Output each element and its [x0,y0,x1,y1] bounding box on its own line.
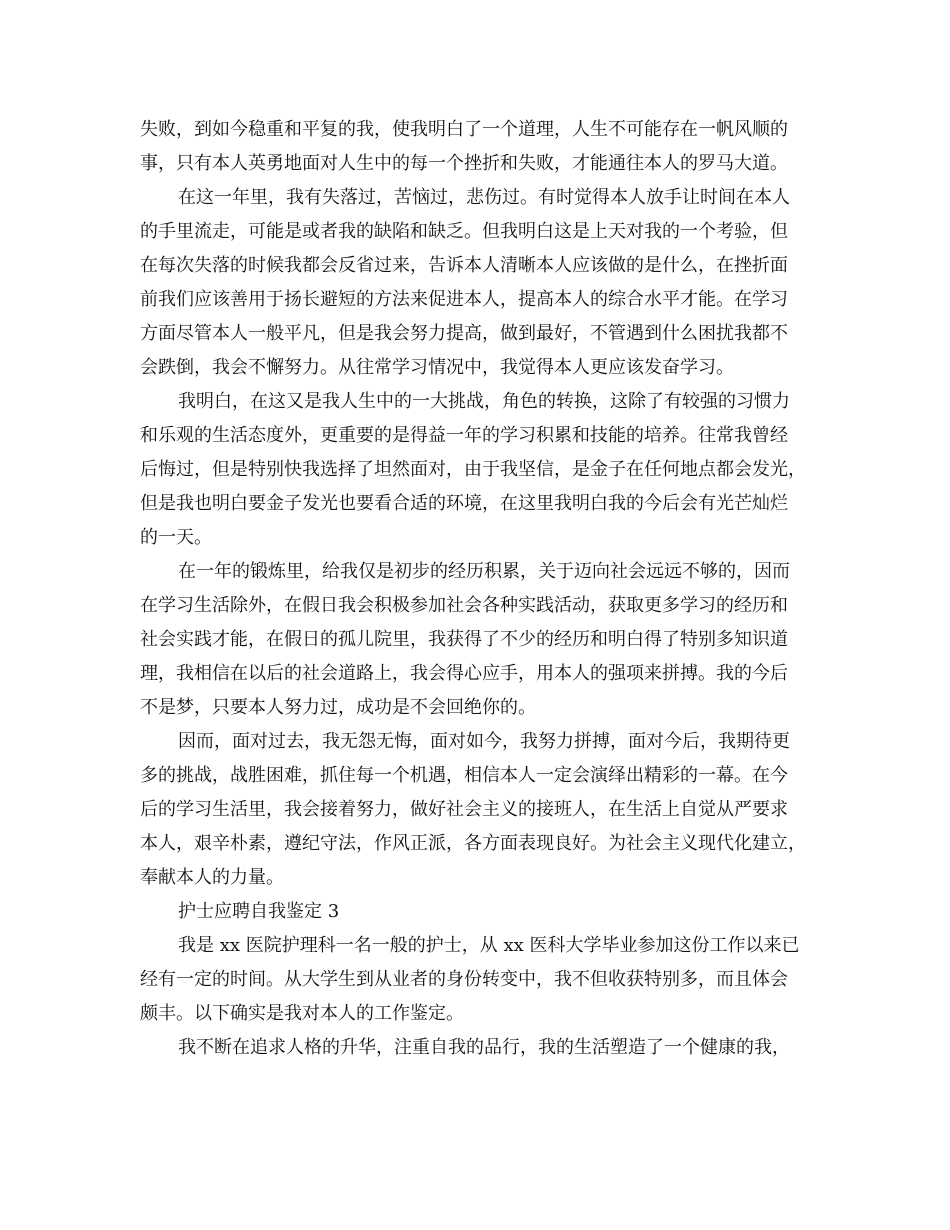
paragraph-line: 和乐观的生活态度外，更重要的是得益一年的学习积累和技能的培养。往常我曾经 [140,425,788,446]
paragraph-line: 经有一定的时间。从大学生到从业者的身份转变中，我不但收获特别多，而且体会 [140,969,788,990]
paragraph-line: 方面尽管本人一般平凡，但是我会努力提高，做到最好，不管遇到什么困扰我都不 [140,323,788,344]
paragraph-first-line: 在这一年里，我有失落过，苦恼过，悲伤过。有时觉得本人放手让时间在本人 [178,187,790,208]
paragraph-line: 的一天。 [140,527,212,548]
paragraph-line: 后悔过，但是特别快我选择了坦然面对，由于我坚信，是金子在任何地点都会发光， [140,459,806,480]
paragraph-first-line: 我不断在追求人格的升华，注重自我的品行，我的生活塑造了一个健康的我， [178,1037,790,1058]
paragraph-line: 在每次失落的时候我都会反省过来，告诉本人清晰本人应该做的是什么，在挫折面 [140,255,788,276]
paragraph-first-line: 我明白，在这又是我人生中的一大挑战，角色的转换，这除了有较强的习惯力 [178,391,790,412]
paragraph-first-line: 因而，面对过去，我无怨无悔，面对如今，我努力拼搏，面对今后，我期待更 [178,731,790,752]
paragraph-line: 的手里流走，可能是或者我的缺陷和缺乏。但我明白这是上天对我的一个考验，但 [140,221,788,242]
paragraph-line: 事，只有本人英勇地面对人生中的每一个挫折和失败，才能通往本人的罗马大道。 [140,153,788,174]
paragraph-line: 前我们应该善用于扬长避短的方法来促进本人，提高本人的综合水平才能。在学习 [140,289,788,310]
paragraph-line: 社会实践才能，在假日的孤儿院里，我获得了不少的经历和明白得了特别多知识道 [140,629,788,650]
paragraph-line: 后的学习生活里，我会接着努力，做好社会主义的接班人，在生活上自觉从严要求 [140,799,788,820]
paragraph-line: 理，我相信在以后的社会道路上，我会得心应手，用本人的强项来拼搏。我的今后 [140,663,788,684]
paragraph-first-line: 护士应聘自我鉴定 3 [178,901,340,922]
document-body [140,113,814,1065]
paragraph-line: 颇丰。以下确实是我对本人的工作鉴定。 [140,1003,464,1024]
paragraph-line: 多的挑战，战胜困难，抓住每一个机遇，相信本人一定会演绎出精彩的一幕。在今 [140,765,788,786]
paragraph-line: 在学习生活除外，在假日我会积极参加社会各种实践活动，获取更多学习的经历和 [140,595,788,616]
paragraph-line: 会跌倒，我会不懈努力。从往常学习情况中，我觉得本人更应该发奋学习。 [140,357,734,378]
paragraph-line: 但是我也明白要金子发光也要看合适的环境，在这里我明白我的今后会有光芒灿烂 [140,493,788,514]
paragraph-line: 奉献本人的力量。 [140,867,284,888]
paragraph-line: 本人，艰辛朴素，遵纪守法，作风正派，各方面表现良好。为社会主义现代化建立， [140,833,806,854]
paragraph-first-line: 在一年的锻炼里，给我仅是初步的经历积累，关于迈向社会远远不够的，因而 [178,561,790,582]
paragraph-line: 失败，到如今稳重和平复的我，使我明白了一个道理，人生不可能存在一帆风顺的 [140,119,788,140]
paragraph-line: 不是梦，只要本人努力过，成功是不会回绝你的。 [140,697,536,718]
paragraph-first-line: 我是 xx 医院护理科一名一般的护士，从 xx 医科大学毕业参加这份工作以来已 [178,935,800,956]
